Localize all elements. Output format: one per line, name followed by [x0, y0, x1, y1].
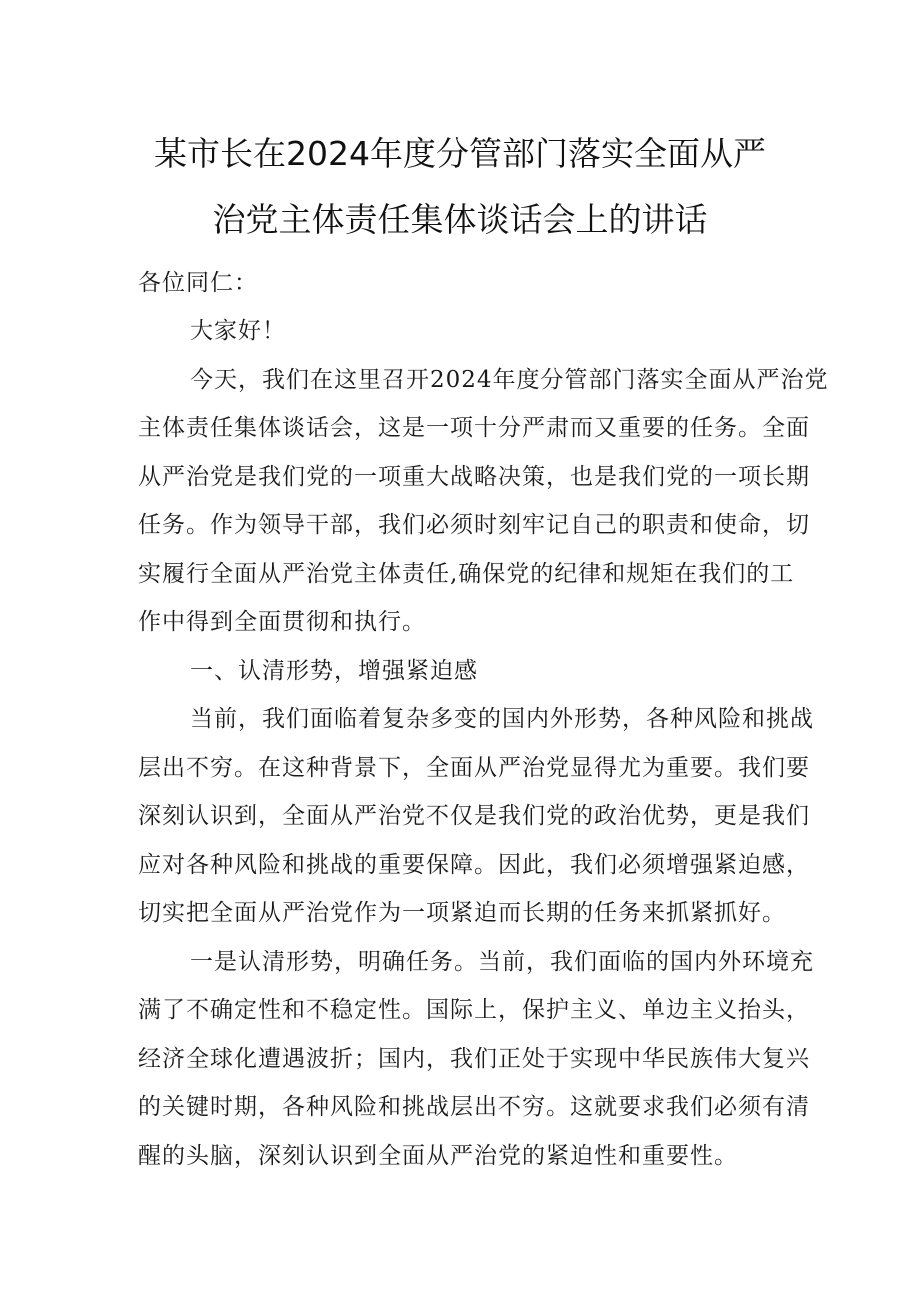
paragraph-3-line: 的关键时期，各种风险和挑战层出不穷。这就要求我们必须有清: [138, 1094, 810, 1120]
paragraph-3-line: 经济全球化遭遇波折；国内，我们正处于实现中华民族伟大复兴: [138, 1046, 810, 1072]
paragraph-3-line: 满了不确定性和不稳定性。国际上，保护主义、单边主义抬头，: [138, 997, 810, 1023]
paragraph-3-line: 一是认清形势，明确任务。当前，我们面临的国内外环境充: [190, 949, 814, 975]
paragraph-2-line: 层出不穷。在这种背景下，全面从严治党显得尤为重要。我们要: [138, 755, 810, 781]
paragraph-3-line: 醒的头脑，深刻认识到全面从严治党的紧迫性和重要性。: [138, 1143, 738, 1169]
document-title-line-2: 治党主体责任集体谈话会上的讲话: [212, 200, 708, 239]
paragraph-1-line: 实履行全面从严治党主体责任,确保党的纪律和规矩在我们的工: [138, 561, 795, 587]
salutation: 各位同仁：: [138, 270, 258, 296]
paragraph-1-line: 从严治党是我们党的一项重大战略决策，也是我们党的一项长期: [138, 464, 810, 490]
paragraph-1-line: 主体责任集体谈话会，这是一项十分严肃而又重要的任务。全面: [138, 415, 810, 441]
paragraph-1-line: 今天，我们在这里召开2024年度分管部门落实全面从严治党: [190, 367, 829, 393]
paragraph-1-line: 任务。作为领导干部，我们必须时刻牢记自己的职责和使命，切: [138, 512, 810, 538]
paragraph-2-line: 当前，我们面临着复杂多变的国内外形势，各种风险和挑战: [190, 706, 814, 732]
paragraph-2-line: 切实把全面从严治党作为一项紧迫而长期的任务来抓紧抓好。: [138, 900, 786, 926]
paragraph-1-line: 作中得到全面贯彻和执行。: [138, 609, 426, 635]
section-heading: 一、认清形势，增强紧迫感: [190, 658, 478, 684]
paragraph-2-line: 应对各种风险和挑战的重要保障。因此，我们必须增强紧迫感，: [138, 852, 810, 878]
document-title-line-1: 某市长在2024年度分管部门落实全面从严: [154, 134, 766, 173]
greeting: 大家好！: [190, 318, 286, 344]
paragraph-2-line: 深刻认识到，全面从严治党不仅是我们党的政治优势，更是我们: [138, 803, 810, 829]
